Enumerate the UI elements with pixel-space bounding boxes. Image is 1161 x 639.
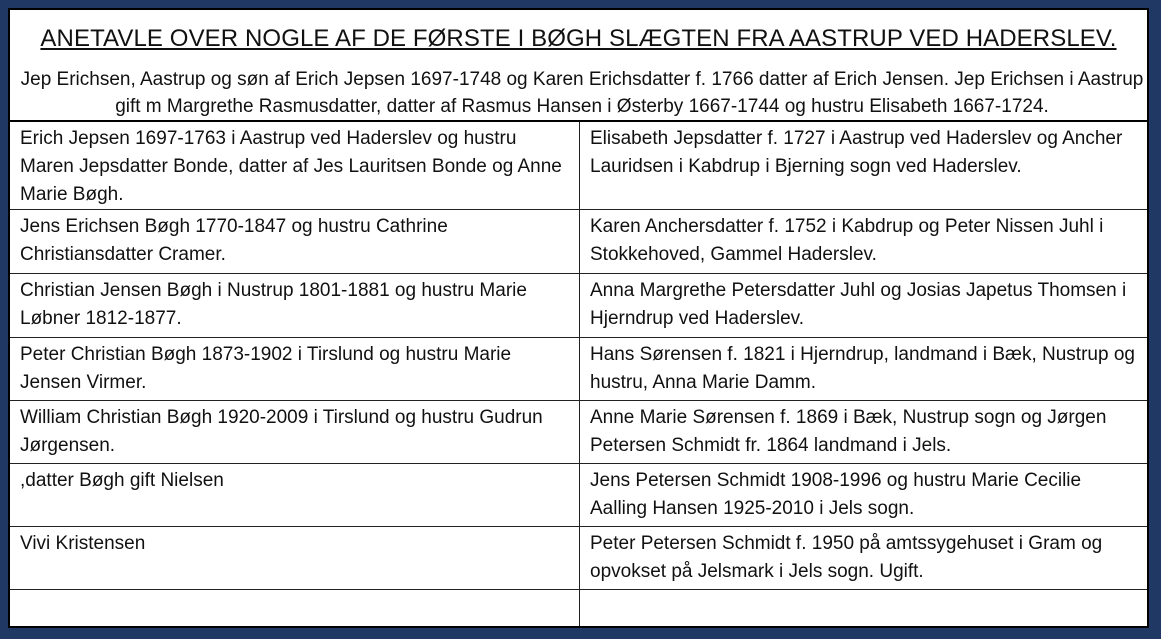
left-cell: Peter Christian Bøgh 1873-1902 i Tirslund og hustru Marie Jensen Virmer. xyxy=(10,338,580,400)
right-cell: Karen Anchersdatter f. 1752 i Kabdrup og Peter Nissen Juhl i Stokkehoved, Gammel Haderslev. xyxy=(590,216,1104,265)
left-cell: Vivi Kristensen xyxy=(10,527,580,589)
intro-paragraph: Jep Erichsen, Aastrup og søn af Erich Jepsen 1697-1748 og Karen Erichsdatter f. 1766 datter af Erich Jensen. Jep Erichsen i Aastrup gift m Margrethe Rasmusdatter, datter af Rasmus Hansen i Østerby 1667-1744 og hustru Elisabeth 1667-1724. xyxy=(20,69,1144,117)
table-row xyxy=(10,210,1147,274)
right-cell: Hans Sørensen f. 1821 i Hjerndrup, landmand i Bæk, Nustrup og hustru, Anna Marie Damm. xyxy=(590,344,1135,393)
left-cell: ,datter Bøgh gift Nielsen xyxy=(10,464,580,526)
table-row xyxy=(10,590,1147,626)
table-row xyxy=(10,527,1147,590)
right-cell xyxy=(580,590,1147,626)
ancestry-table xyxy=(10,120,1147,626)
genealogy-sheet xyxy=(8,8,1149,628)
right-cell: Anne Marie Sørensen f. 1869 i Bæk, Nustrup sogn og Jørgen Petersen Schmidt fr. 1864 landmand i Jels. xyxy=(590,407,1107,456)
table-row xyxy=(10,122,1147,210)
table-row xyxy=(10,338,1147,401)
right-cell: Anna Margrethe Petersdatter Juhl og Josias Japetus Thomsen i Hjerndrup ved Haderslev. xyxy=(590,280,1127,329)
right-cell: Jens Petersen Schmidt 1908-1996 og hustru Marie Cecilie Aalling Hansen 1925-2010 i Jels sogn. xyxy=(590,470,1082,519)
table-row xyxy=(10,274,1147,338)
left-cell: Christian Jensen Bøgh i Nustrup 1801-1881 og hustru Marie Løbner 1812-1877. xyxy=(10,274,580,337)
table-row xyxy=(10,401,1147,464)
left-cell: Erich Jepsen 1697-1763 i Aastrup ved Haderslev og hustru Maren Jepsdatter Bonde, datter af Jes Lauritsen Bonde og Anne Marie Bøgh. xyxy=(10,122,580,209)
right-cell: Elisabeth Jepsdatter f. 1727 i Aastrup ved Haderslev og Ancher Lauridsen i Kabdrup i Bjerning sogn ved Haderslev. xyxy=(590,128,1123,177)
left-cell xyxy=(10,590,580,626)
right-cell: Peter Petersen Schmidt f. 1950 på amtssygehuset i Gram og opvokset på Jelsmark i Jels sogn. Ugift. xyxy=(590,533,1103,582)
left-cell: Jens Erichsen Bøgh 1770-1847 og hustru Cathrine Christiansdatter Cramer. xyxy=(10,210,580,273)
page-title: ANETAVLE OVER NOGLE AF DE FØRSTE I BØGH SLÆGTEN FRA AASTRUP VED HADERSLEV. xyxy=(40,25,1117,52)
left-cell: William Christian Bøgh 1920-2009 i Tirslund og hustru Gudrun Jørgensen. xyxy=(10,401,580,463)
table-row xyxy=(10,464,1147,527)
